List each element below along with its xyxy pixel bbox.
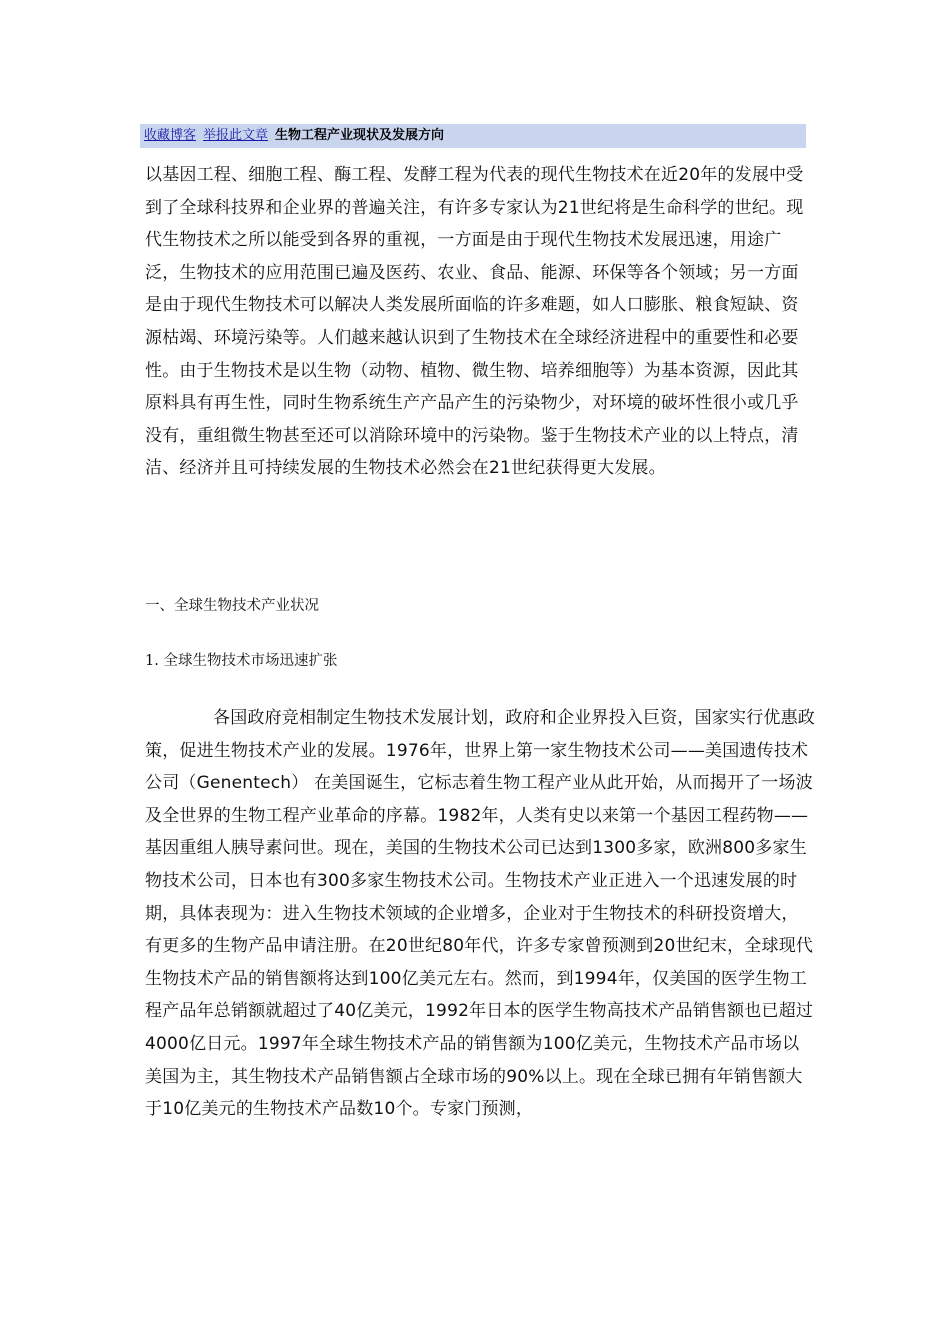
body-paragraph: 各国政府竞相制定生物技术发展计划，政府和企业界投入巨资，国家实行优惠政策，促进生物技术产业的发展。1976年，世界上第一家生物技术公司——美国遗传技术公司（Genentech） 在美国诞生，它标志着生物工程产业从此开始，从而揭开了一场波及全世界的生物工程产业革命的序幕。1982年，人类有史以来第一个基因工程药物——基因重组人胰导素问世。现在，美国的生物技术公司已达到1300多家，欧洲800多家生物技术公司，日本也有300多家生物技术公司。生物技术产业正进入一个迅速发展的时期，具体表现为：进入生物技术领域的企业增多，企业对于生物技术的科研投资增大，有更多的生物产品申请注册。在20世纪80年代，许多专家曾预测到20世纪末，全球现代生物技术产品的销售额将达到100亿美元左右。然而，到1994年，仅美国的医学生物工程产品年总销额就超过了40亿美元，1992年日本的医学生物高技术产品销售额也已超过4000亿日元。1997年全球生物技术产品的销售额为100亿美元，生物技术产品市场以美国为主，其生物技术产品销售额占全球市场的90%以上。现在全球已拥有年销售额大于10亿美元的生物技术产品数10个。专家门预测， [145,708,815,1120]
report-article-link[interactable]: 举报此文章 [203,128,269,143]
section-heading: 一、全球生物技术产业状况 [145,598,319,614]
blog-action-bar [140,124,806,148]
favorite-blog-link[interactable]: 收藏博客 [144,128,197,143]
article-title: 生物工程产业现状及发展方向 [275,128,445,143]
intro-paragraph: 以基因工程、细胞工程、酶工程、发酵工程为代表的现代生物技术在近20年的发展中受到了全球科技界和企业界的普遍关注，有许多专家认为21世纪将是生命科学的世纪。现代生物技术之所以能受到各界的重视，一方面是由于现代生物技术发展迅速，用途广泛，生物技术的应用范围已遍及医药、农业、食品、能源、环保等各个领域；另一方面是由于现代生物技术可以解决人类发展所面临的许多难题，如人口膨胀、粮食短缺、资源枯竭、环境污染等。人们越来越认识到了生物技术在全球经济进程中的重要性和必要性。由于生物技术是以生物（动物、植物、微生物、培养细胞等）为基本资源，因此其原料具有再生性，同时生物系统生产产品产生的污染物少，对环境的破坏性很小或几乎没有，重组微生物甚至还可以消除环境中的污染物。鉴于生物技术产业的以上特点，清洁、经济并且可持续发展的生物技术必然会在21世纪获得更大发展。 [145,165,804,479]
subsection-heading: 1. 全球生物技术市场迅速扩张 [145,653,338,669]
